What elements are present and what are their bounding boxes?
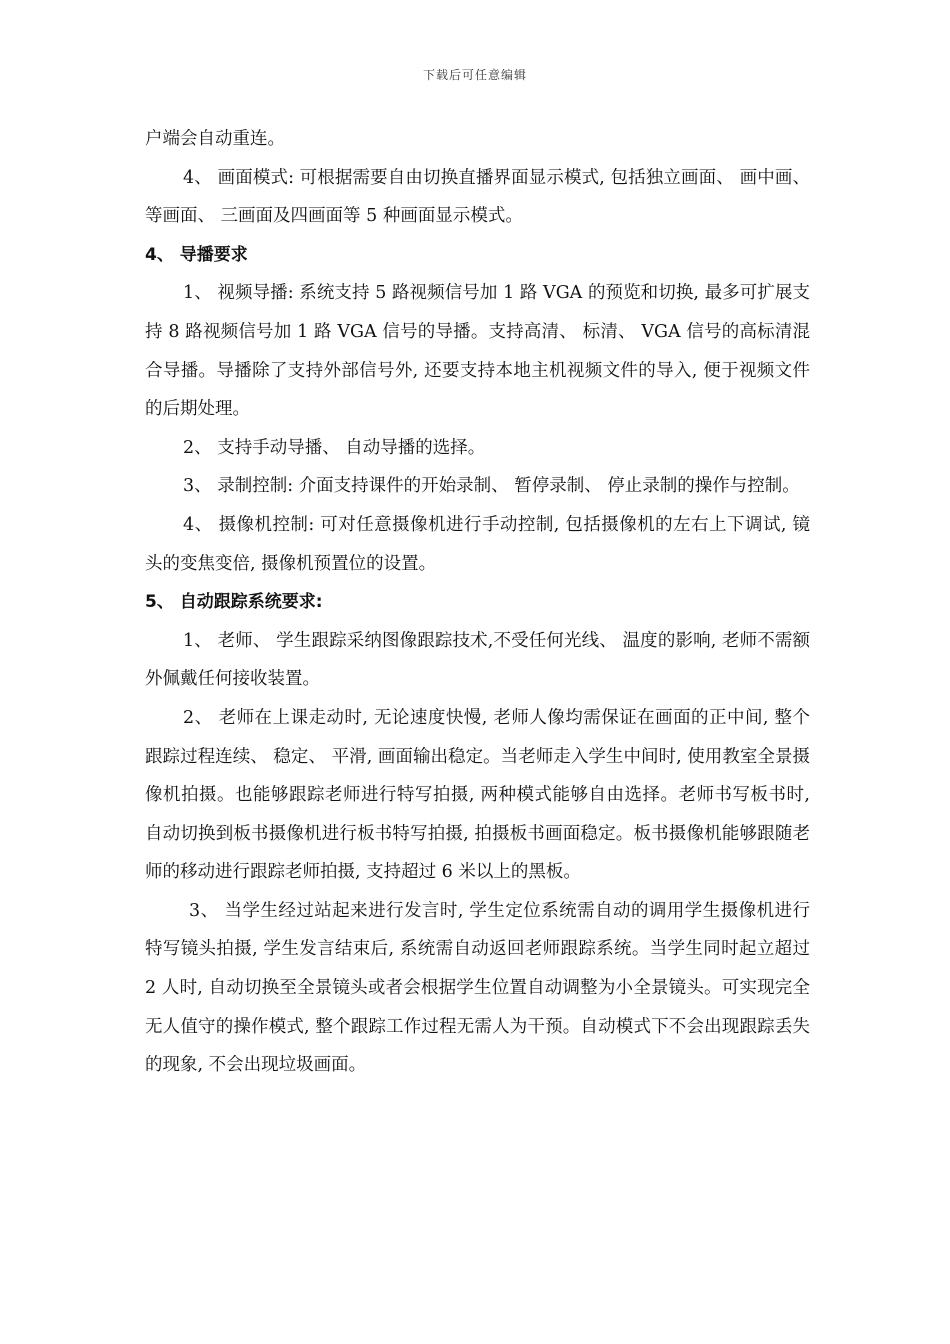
- paragraph: 1、 视频导播: 系统支持 5 路视频信号加 1 路 VGA 的预览和切换, 最多可扩展支持 8 路视频信号加 1 路 VGA 信号的导播。支持高清、 标清、 VGA 信号的高标清混合导播。导播除了支持外部信号外, 还要支持本地主机视频文件的导入, 便于视频文件的后期处理。: [145, 283, 810, 420]
- page-header: 下载后可任意编辑: [422, 68, 527, 82]
- paragraph: 3、 当学生经过站起来进行发言时, 学生定位系统需自动的调用学生摄像机进行特写镜头拍摄, 学生发言结束后, 系统需自动返回老师跟踪系统。当学生同时起立超过 2 人时, 自动切换至全景镜头或者会根据学生位置自动调整为小全景镜头。可实现完全无人值守的操作模式, 整个跟踪工作过程无需人为干预。自动模式下不会出现跟踪丢失的现象, 不会出现垃圾画面。: [145, 900, 810, 1076]
- paragraph: 4、 摄像机控制: 可对任意摄像机进行手动控制, 包括摄像机的左右上下调试, 镜头的变焦变倍, 摄像机预置位的设置。: [145, 514, 810, 574]
- paragraph: 户端会自动重连。: [145, 129, 285, 149]
- paragraph: 2、 老师在上课走动时, 无论速度快慢, 老师人像均需保证在画面的正中间, 整个跟踪过程连续、 稳定、 平滑, 画面输出稳定。当老师走入学生中间时, 使用教室全景摄像机拍摄。也能够跟踪老师进行特写拍摄, 两种模式能够自由选择。老师书写板书时, 自动切换到板书摄像机进行板书特写拍摄, 拍摄板书画面稳定。板书摄像机能够跟随老师的移动进行跟踪老师拍摄, 支持超过 6 米以上的黑板。: [145, 707, 810, 883]
- document-body: [145, 120, 810, 1085]
- paragraph: 3、 录制控制: 介面支持课件的开始录制、 暂停录制、 停止录制的操作与控制。: [183, 476, 800, 497]
- section-heading: 5、 自动跟踪系统要求:: [145, 592, 323, 613]
- paragraph: 1、 老师、 学生跟踪采纳图像跟踪技术,不受任何光线、 温度的影响, 老师不需额外佩戴任何接收装置。: [145, 630, 810, 690]
- section-heading: 4、 导播要求: [145, 244, 248, 265]
- paragraph: 4、 画面模式: 可根据需要自由切换直播界面显示模式, 包括独立画面、 画中画、 等画面、 三画面及四画面等 5 种画面显示模式。: [145, 167, 810, 227]
- paragraph: 2、 支持手动导播、 自动导播的选择。: [183, 437, 486, 458]
